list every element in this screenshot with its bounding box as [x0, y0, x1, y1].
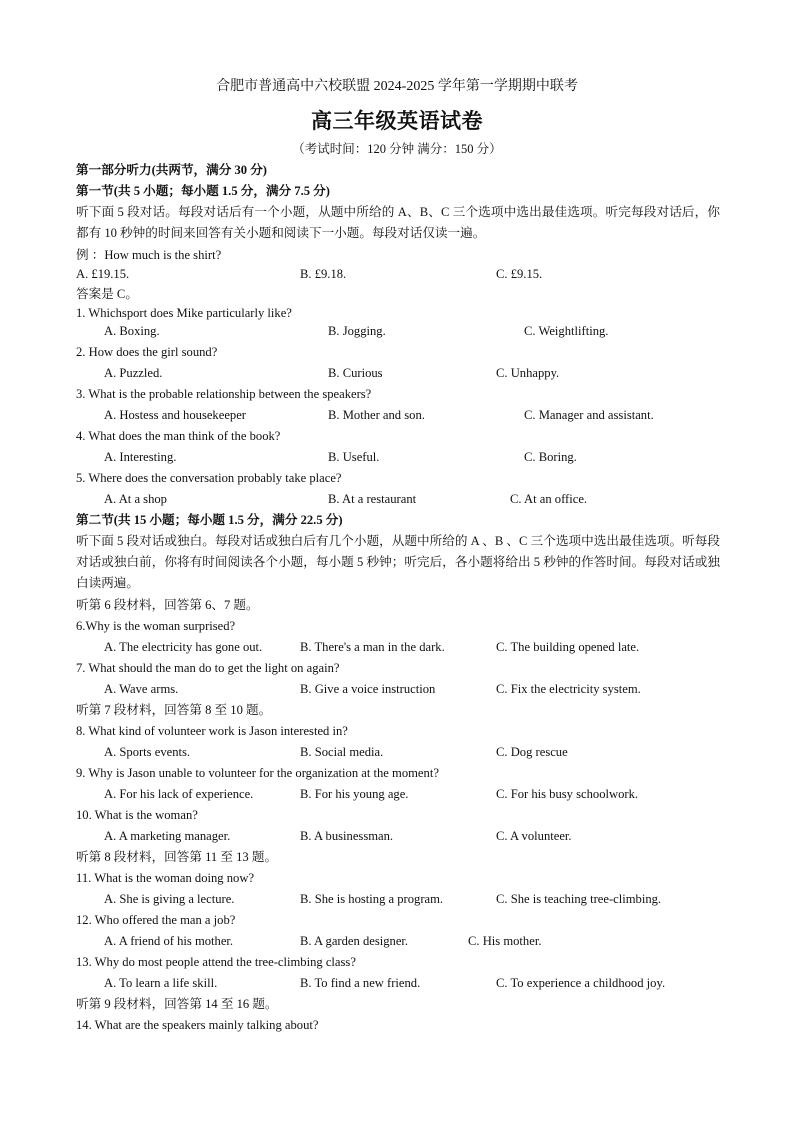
option-12c: C. His mother.: [468, 934, 542, 948]
option-3b: B. Mother and son.: [328, 408, 425, 422]
question-7: 7. What should the man do to get the light on again?: [76, 661, 340, 675]
option-3c: C. Manager and assistant.: [524, 408, 654, 422]
option-10a: A. A marketing manager.: [104, 829, 231, 843]
section1-heading: 第一节(共 5 小题；每小题 1.5 分，满分 7.5 分): [76, 184, 330, 198]
option-7c: C. Fix the electricity system.: [496, 682, 641, 696]
school-line: 合肥市普通高中六校联盟 2024-2025 学年第一学期期中联考: [216, 79, 578, 94]
part1-heading: 第一部分听力(共两节，满分 30 分): [76, 163, 267, 177]
option-4b: B. Useful.: [328, 450, 380, 464]
question-6: 6.Why is the woman surprised?: [76, 619, 236, 633]
question-1: 1. Whichsport does Mike particularly like?: [76, 306, 292, 320]
option-8a: A. Sports events.: [104, 745, 191, 759]
section2-heading: 第二节(共 15 小题；每小题 1.5 分，满分 22.5 分): [76, 513, 343, 527]
question-9: 9. Why is Jason unable to volunteer for the organization at the moment?: [76, 766, 439, 780]
option-4c: C. Boring.: [524, 450, 577, 464]
option-7a: A. Wave arms.: [104, 682, 179, 696]
option-11a: A. She is giving a lecture.: [104, 892, 235, 906]
option-2a: A. Puzzled.: [104, 366, 163, 380]
option-7b: B. Give a voice instruction: [300, 682, 436, 696]
option-13b: B. To find a new friend.: [300, 976, 421, 990]
option-1a: A. Boxing.: [104, 324, 160, 338]
question-11: 11. What is the woman doing now?: [76, 871, 255, 885]
option-2c: C. Unhappy.: [496, 366, 560, 380]
section1-instructions: 听下面 5 段对话。每段对话后有一个小题，从题中所给的 A、B、C 三个选项中选出最佳选项。听完每段对话后，你都有 10 秒钟的时间来回答有关小题和阅读下一小题。每段对话仅读一遍。: [76, 205, 720, 240]
option-11b: B. She is hosting a program.: [300, 892, 444, 906]
material-note-9: 听第 9 段材料，回答第 14 至 16 题。: [76, 997, 278, 1011]
material-note-6: 听第 6 段材料，回答第 6、7 题。: [76, 598, 259, 612]
option-13c: C. To experience a childhood joy.: [496, 976, 666, 990]
option-10c: C. A volunteer.: [496, 829, 572, 843]
page-title: 高三年级英语试卷: [311, 109, 483, 133]
option-2b: B. Curious: [328, 366, 383, 380]
option-8b: B. Social media.: [300, 745, 384, 759]
option-5c: C. At an office.: [510, 492, 588, 506]
question-3: 3. What is the probable relationship between the speakers?: [76, 387, 372, 401]
question-14: 14. What are the speakers mainly talking about?: [76, 1018, 319, 1032]
example-question: 例 ：How much is the shirt?: [76, 248, 222, 262]
question-8: 8. What kind of volunteer work is Jason interested in?: [76, 724, 348, 738]
option-5a: A. At a shop: [104, 492, 167, 506]
question-10: 10. What is the woman?: [76, 808, 198, 822]
question-12: 12. Who offered the man a job?: [76, 913, 236, 927]
material-note-7: 听第 7 段材料，回答第 8 至 10 题。: [76, 703, 272, 717]
option-9b: B. For his young age.: [300, 787, 409, 801]
option-1b: B. Jogging.: [328, 324, 386, 338]
example-option-b: B. £9.18.: [300, 267, 347, 281]
option-6c: C. The building opened late.: [496, 640, 640, 654]
option-5b: B. At a restaurant: [328, 492, 417, 506]
option-12a: A. A friend of his mother.: [104, 934, 234, 948]
question-13: 13. Why do most people attend the tree-climbing class?: [76, 955, 356, 969]
question-4: 4. What does the man think of the book?: [76, 429, 281, 443]
option-6a: A. The electricity has gone out.: [104, 640, 263, 654]
option-9a: A. For his lack of experience.: [104, 787, 254, 801]
section2-instructions: 听下面 5 段对话或独白。每段对话或独白后有几个小题，从题中所给的 A 、B 、C 三个选项中选出最佳选项。听每段对话或独白前，你将有时间阅读各个小题，每小题 5 秒钟；听完后，各小题将给出 5 秒钟的作答时间。每段对话或独白读两遍。: [76, 534, 720, 590]
option-10b: B. A businessman.: [300, 829, 394, 843]
option-11c: C. She is teaching tree-climbing.: [496, 892, 662, 906]
option-9c: C. For his busy schoolwork.: [496, 787, 639, 801]
exam-info: （考试时间：120 分钟 满分：150 分）: [292, 142, 502, 156]
option-1c: C. Weightlifting.: [524, 324, 609, 338]
question-2: 2. How does the girl sound?: [76, 345, 218, 359]
option-12b: B. A garden designer.: [300, 934, 409, 948]
material-note-8: 听第 8 段材料，回答第 11 至 13 题。: [76, 850, 278, 864]
option-8c: C. Dog rescue: [496, 745, 568, 759]
option-3a: A. Hostess and housekeeper: [104, 408, 246, 422]
option-4a: A. Interesting.: [104, 450, 177, 464]
example-answer: 答案是 C。: [76, 287, 138, 301]
question-5: 5. Where does the conversation probably take place?: [76, 471, 342, 485]
example-option-c: C. £9.15.: [496, 267, 543, 281]
example-option-a: A. £19.15.: [76, 267, 130, 281]
option-6b: B. There's a man in the dark.: [300, 640, 445, 654]
option-13a: A. To learn a life skill.: [104, 976, 218, 990]
